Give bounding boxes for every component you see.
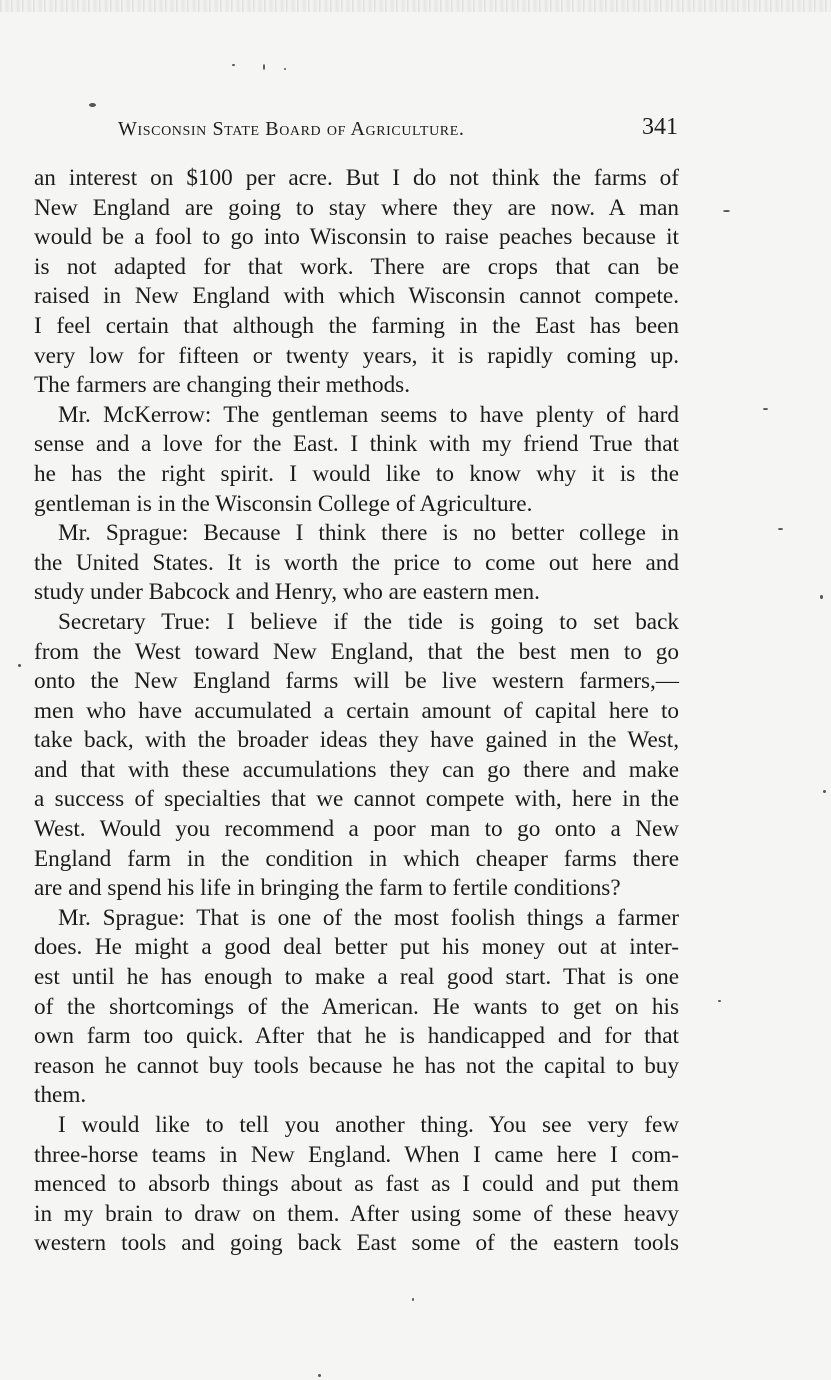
text-line: very low for fifteen or twenty years, it is rapidly coming up. bbox=[34, 342, 679, 369]
text-line: gentleman is in the Wisconsin College of Agriculture. bbox=[34, 490, 533, 517]
print-speck bbox=[763, 408, 768, 410]
text-line: them. bbox=[34, 1082, 87, 1109]
print-speck bbox=[263, 64, 265, 70]
text-line: three-horse teams in New England. When I came here I com- bbox=[34, 1141, 679, 1168]
text-line: Mr. Sprague: Because I think there is no better college in bbox=[58, 520, 679, 547]
text-line: and that with these accumulations they can go there and make bbox=[34, 756, 679, 783]
print-speck bbox=[89, 103, 96, 107]
text-line: study under Babcock and Henry, who are eastern men. bbox=[34, 579, 540, 606]
text-line: in my brain to draw on them. After using some of these heavy bbox=[34, 1200, 679, 1227]
text-line: I would like to tell you another thing. You see very few bbox=[58, 1112, 679, 1138]
text-line: England farm in the condition in which cheaper farms there bbox=[34, 845, 679, 872]
text-line: is not adapted for that work. There are crops that can be bbox=[34, 253, 679, 280]
text-line: raised in New England with which Wisconsin cannot compete. bbox=[34, 283, 679, 310]
print-speck bbox=[232, 64, 235, 66]
text-line: Mr. Sprague: That is one of the most foolish things a farmer bbox=[58, 904, 679, 931]
text-line: he has the right spirit. I would like to know why it is the bbox=[34, 460, 679, 487]
text-line: western tools and going back East some of the eastern tools bbox=[34, 1230, 679, 1257]
text-line: the United States. It is worth the price to come out here and bbox=[34, 549, 679, 576]
print-speck bbox=[284, 68, 286, 70]
text-line: does. He might a good deal better put his money out at inter- bbox=[34, 934, 679, 961]
print-speck bbox=[778, 528, 783, 530]
text-line: a success of specialties that we cannot compete with, here in the bbox=[34, 786, 679, 813]
print-speck bbox=[318, 1374, 321, 1377]
text-line: own farm too quick. After that he is handicapped and for that bbox=[34, 1023, 679, 1050]
text-line: The farmers are changing their methods. bbox=[34, 372, 411, 399]
text-line: I feel certain that although the farming in the East has been bbox=[34, 312, 679, 339]
print-speck bbox=[723, 210, 730, 212]
print-speck bbox=[718, 1000, 721, 1002]
text-line: are and spend his life in bringing the farm to fertile conditions? bbox=[34, 875, 621, 902]
text-line: men who have accumulated a certain amount of capital here to bbox=[34, 697, 679, 724]
running-head: Wisconsin State Board of Agriculture. bbox=[118, 118, 465, 140]
text-line: est until he has enough to make a real good start. That is one bbox=[34, 964, 679, 991]
text-line: New England are going to stay where they are now. A man bbox=[34, 194, 679, 221]
scan-edge-noise bbox=[0, 0, 831, 12]
print-speck bbox=[18, 664, 21, 667]
text-line: would be a fool to go into Wisconsin to raise peaches because it bbox=[34, 224, 679, 251]
text-line: from the West toward New England, that the best men to go bbox=[34, 638, 679, 665]
text-line: menced to absorb things about as fast as I could and put them bbox=[34, 1171, 679, 1198]
text-line: Mr. McKerrow: The gentleman seems to have plenty of hard bbox=[58, 401, 679, 428]
print-speck bbox=[823, 790, 826, 793]
page-number: 341 bbox=[642, 114, 678, 140]
text-line: take back, with the broader ideas they have gained in the West, bbox=[34, 727, 679, 754]
text-line: sense and a love for the East. I think with my friend True that bbox=[34, 431, 679, 458]
print-speck bbox=[412, 1298, 414, 1301]
text-line: an interest on $100 per acre. But I do not think the farms of bbox=[34, 165, 679, 191]
text-line: reason he cannot buy tools because he has not the capital to buy bbox=[34, 1052, 679, 1079]
body-text bbox=[34, 164, 679, 1259]
text-line: onto the New England farms will be live western farmers,— bbox=[34, 668, 679, 695]
text-line: West. Would you recommend a poor man to go onto a New bbox=[34, 816, 679, 843]
text-line: of the shortcomings of the American. He wants to get on his bbox=[34, 993, 679, 1020]
print-speck bbox=[820, 595, 823, 599]
text-line: Secretary True: I believe if the tide is going to set back bbox=[58, 608, 679, 635]
page-header bbox=[34, 114, 684, 144]
